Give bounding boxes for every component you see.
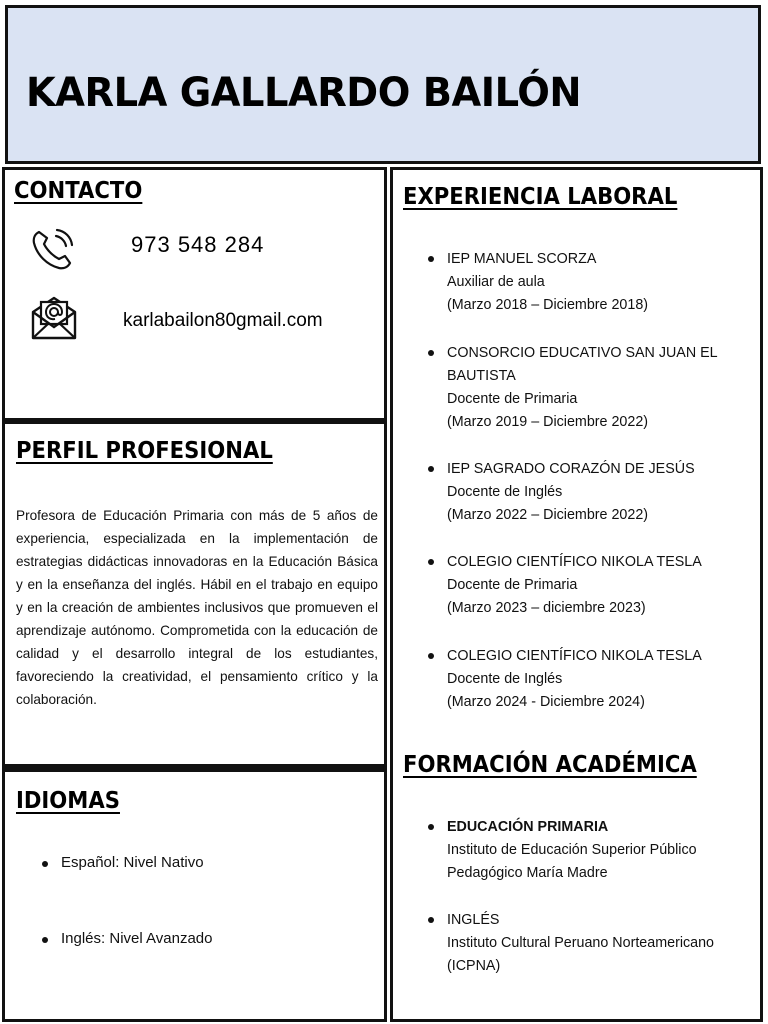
languages-section [2, 767, 387, 1022]
profile-title: PERFIL PROFESIONAL [16, 438, 273, 464]
experience-org: COLEGIO CIENTÍFICO NIKOLA TESLA [447, 648, 702, 664]
full-name: KARLA GALLARDO BAILÓN [26, 70, 582, 116]
experience-org: IEP MANUEL SCORZA [447, 251, 597, 267]
education-item [447, 909, 757, 978]
right-column [390, 167, 763, 1022]
experience-period: (Marzo 2018 – Diciembre 2018) [447, 297, 649, 313]
header-banner [5, 5, 761, 164]
bullet [428, 256, 434, 262]
experience-org: IEP SAGRADO CORAZÓN DE JESÚS [447, 461, 695, 477]
experience-item [447, 248, 757, 317]
experience-org: CONSORCIO EDUCATIVO SAN JUAN EL BAUTISTA [447, 345, 718, 384]
experience-title: EXPERIENCIA LABORAL [403, 184, 678, 210]
education-title: FORMACIÓN ACADÉMICA [403, 752, 697, 778]
bullet [428, 653, 434, 659]
profile-section [2, 421, 387, 767]
education-degree: INGLÉS [447, 912, 500, 928]
education-degree: EDUCACIÓN PRIMARIA [447, 819, 609, 835]
education-item [447, 816, 757, 885]
profile-text: Profesora de Educación Primaria con más de 5 años de experiencia, especializada en la implementación de estrategias didácticas innovadoras en la Educación Básica y en la enseñanza del inglés. Hábil en el trabajo en equipo y en la creación de ambientes inclusivos que promueven el aprendizaje autónomo. Comprometida con la educación de calidad y el desarrollo integral de los estudiantes, favoreciendo la creatividad, el pensamiento crítico y la colaboración. [16, 508, 378, 707]
experience-item [447, 458, 757, 527]
experience-period: (Marzo 2019 – Diciembre 2022) [447, 414, 649, 430]
experience-period: (Marzo 2023 – diciembre 2023) [447, 600, 646, 616]
experience-period: (Marzo 2024 - Diciembre 2024) [447, 694, 645, 710]
experience-item [447, 342, 757, 434]
experience-period: (Marzo 2022 – Diciembre 2022) [447, 507, 649, 523]
email-address: karlabailon80gmail.com [123, 310, 323, 331]
experience-role: Auxiliar de aula [447, 274, 545, 290]
bullet [428, 350, 434, 356]
experience-role: Docente de Inglés [447, 484, 563, 500]
contact-title: CONTACTO [14, 178, 143, 204]
language-item-spanish: Español: Nivel Nativo [61, 854, 204, 871]
languages-title: IDIOMAS [16, 788, 120, 814]
experience-item [447, 645, 757, 714]
phone-number: 973 548 284 [131, 232, 265, 257]
experience-org: COLEGIO CIENTÍFICO NIKOLA TESLA [447, 554, 702, 570]
education-institution: Instituto de Educación Superior Público Pedagógico María Madre [447, 842, 697, 881]
phone-icon [29, 226, 77, 274]
contact-section [2, 167, 387, 421]
language-item-english: Inglés: Nivel Avanzado [61, 930, 213, 947]
bullet [428, 559, 434, 565]
bullet [428, 824, 434, 830]
experience-role: Docente de Inglés [447, 671, 563, 687]
experience-item [447, 551, 757, 620]
email-icon [29, 292, 79, 342]
bullet [428, 917, 434, 923]
experience-role: Docente de Primaria [447, 391, 578, 407]
education-institution: Instituto Cultural Peruano Norteamericano (ICPNA) [447, 935, 715, 974]
experience-role: Docente de Primaria [447, 577, 578, 593]
bullet [428, 466, 434, 472]
